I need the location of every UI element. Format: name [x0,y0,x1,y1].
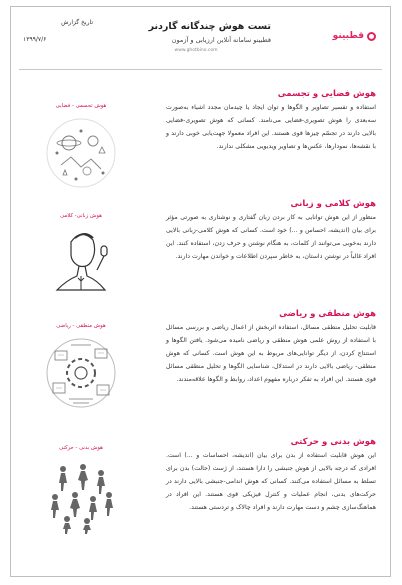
report-date: ۱۳۹۹/۷/۶ [23,36,47,43]
report-header [121,21,271,53]
report-date-block [23,19,93,43]
caption-verbal: هوش زبانی- کلامی [60,213,102,219]
report-page [10,6,391,577]
section-body-verbal: منظور از این هوش توانایی به کار بردن زبان گفتاری و نوشتاری به صورتی مؤثر برای بیان (اندیشه، احساس و ...) خود است. کسانی که هوش کلامی-زبانی بالایی دارند به‌خوبی می‌توانند از کلمات، به هنگام نوشتن و حرف زدن، استفاده کنند. این افراد غالباً در نوشتن داستان، به خاطر سپردن اطلاعات و خواندن مهارت دارند. [166,214,376,260]
section-title-spatial: هوش فضایی و تجسمی [277,89,376,99]
ghotbino-logo [333,31,376,41]
section-body-spatial: استفاده و تفسیر تصاویر و الگوها و توان ایجاد یا چیدمان مجدد اشیاء به‌صورت سه‌بعدی را هوش تصویری-فضایی می‌نامند. کسانی که هوش تصویری-فضایی بالایی دارند در تجسّم چیزها قوی هستند. این افراد معمولا جهت‌یابی خوبی دارند و با نقشه‌ها، نمودارها، عکس‌ها و تصاویر ویدیویی مشکلی ندارند. [166,104,376,150]
logo-circle-icon [367,32,376,41]
page-subtitle: قطبینو سامانه آنلاین ارزیابی و آزمون [171,36,271,44]
section-body-logical: قابلیت تحلیل منطقی مسائل، استفاده اثربخش از اعمال ریاضی و بررسی مسائل با استفاده از روش علمی هوش منطقی و ریاضی نامیده می‌شود. یافتن الگوها و استنتاج کردن، از دیگر توانایی‌های مربوط به این هوش است. کسانی که هوش منطقی- ریاضی بالایی دارند در استدلال، شناسایی الگوها و تحلیل منطقی مسائل قوی هستند. این افراد به تفکر درباره مفهوم اعداد، روابط و الگوها علاقه‌مندند. [166,324,376,383]
section-body-kinesthetic: این هوش قابلیت استفاده از بدن برای بیان (اندیشه، احساسات و ...) است. افرادی که درجه بالایی از هوش جنبشی را دارا هستند، از ژست (حالت) بدن برای تسلط به مسائل استفاده می‌کنند. کسانی که هوش اندامی-جنبشی بالایی دارند در حرکت‌های بدنی، انجام عملیات و کنترل فیزیکی قوی هستند. این افراد در هماهنگ‌سازی چشم و دست مهارت دارند و افراد چالاک و تردستی هستند. [166,452,376,511]
caption-kinesthetic: هوش بدنی - حرکتی [59,445,103,451]
speaker-microphone-icon [41,222,121,302]
report-date-label: تاریخ گزارش [61,19,93,26]
caption-logical: هوش منطقی - ریاضی [56,323,106,329]
caption-spatial: هوش تجسمی - فضایی [55,103,107,109]
section-title-logical: هوش منطقی و ریاضی [279,309,376,319]
page-title: تست هوش چندگانه گاردنر [148,21,271,32]
moving-people-icon [41,455,121,535]
logo-text: قطبینو [332,31,364,41]
math-gear-icon [41,333,121,413]
website-url: www.ghotbino.com [174,48,218,53]
header-divider [19,69,382,70]
section-title-verbal: هوش کلامی و زبانی [290,199,376,209]
section-title-kinesthetic: هوش بدنی و حرکتی [290,437,376,447]
space-doodle-icon [41,113,121,193]
